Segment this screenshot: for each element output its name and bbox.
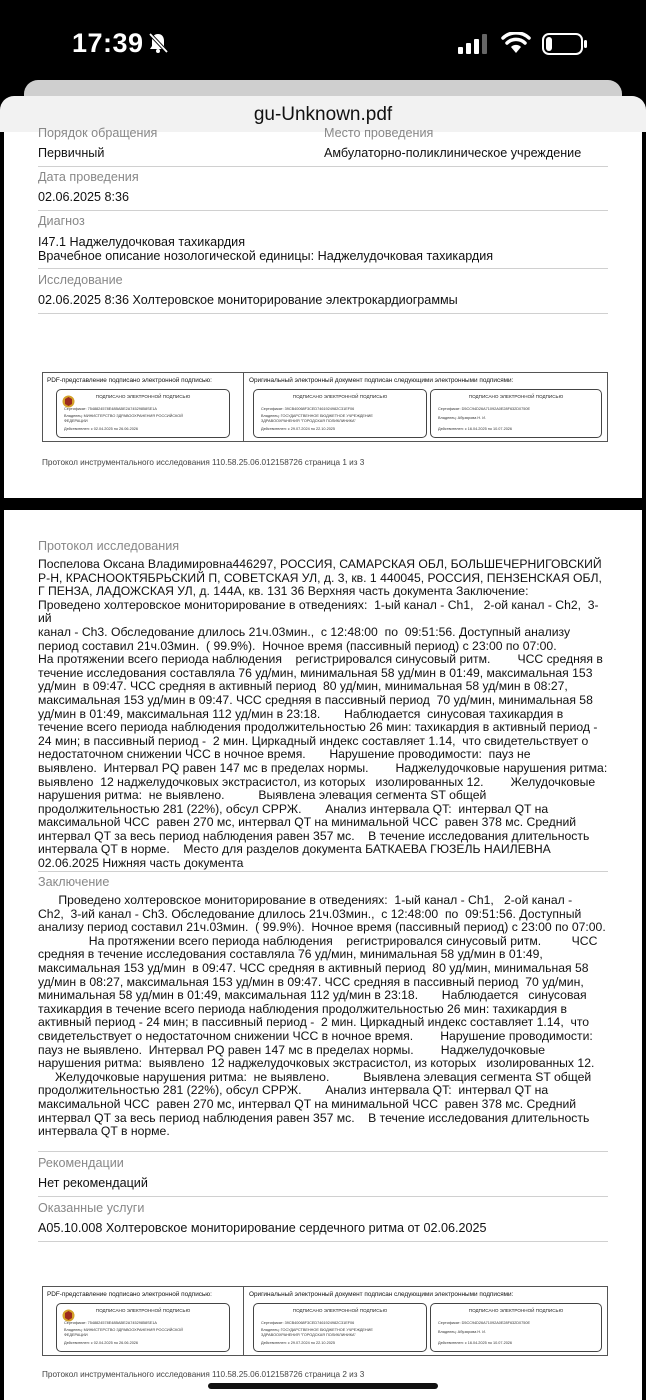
- divider: [38, 313, 608, 314]
- document-title: gu-Unknown.pdf: [253, 104, 393, 125]
- study-value: 02.06.2025 8:36 Холтеровское мониторирование электрокардиограммы: [38, 293, 458, 307]
- visit-type-value: Первичный: [38, 146, 105, 160]
- stamp-owner: Владелец: ГОСУДАРСТВЕННОЕ БЮДЖЕТНОЕ УЧРЕЖДЕНИЕ: [261, 414, 373, 418]
- stamp-validity: Действителен: с 16.04.2025 по 10.07.2026: [438, 427, 513, 431]
- original-signatures-header: Оригинальный электронный документ подписан следующими электронными подписями:: [249, 1291, 514, 1298]
- signature-block: [42, 1286, 608, 1356]
- pdf-signature-section: [43, 373, 244, 441]
- diagnosis-description: Врачебное описание нозологической единицы: Наджелудочковая тахикардия: [38, 249, 494, 263]
- stamp-title: ПОДПИСАНО ЭЛЕКТРОННОЙ ПОДПИСЬЮ: [468, 1308, 564, 1313]
- stamp-certificate: Сертификат: 39CB40068F3CED7461924982C31EF06: [261, 1321, 355, 1325]
- services-value: A05.10.008 Холтеровское мониторирование сердечного ритма от 02.06.2025: [38, 1221, 487, 1235]
- page-footer: Протокол инструментального исследования 110.58.25.06.012158726 страница 2 из 3: [42, 1370, 365, 1379]
- place-value: Амбулаторно-поликлиническое учреждение: [324, 146, 582, 160]
- stamp-validity: Действителен: с 02.04.2025 по 26.06.2026: [64, 427, 139, 431]
- stamp-validity: Действителен: с 29.07.2024 по 22.10.2025: [261, 427, 336, 431]
- divider: [38, 166, 608, 167]
- stamp-owner: Владелец: МИНИСТЕРСТВО ЗДРАВООХРАНЕНИЯ РОССИЙСКОЙ: [64, 1328, 183, 1332]
- stamp-owner-cont: ФЕДЕРАЦИИ: [64, 419, 88, 423]
- stamp-title: ПОДПИСАНО ЭЛЕКТРОННОЙ ПОДПИСЬЮ: [292, 1308, 388, 1313]
- stamp-owner-cont: ЗДРАВООХРАНЕНИЯ "ГОРОДСКАЯ ПОЛИКЛИНИКА": [261, 1333, 356, 1337]
- stamp-validity: Действителен: с 16.04.2025 по 10.07.2026: [438, 1341, 513, 1345]
- original-signatures-header: Оригинальный электронный документ подписан следующими электронными подписями:: [249, 377, 514, 384]
- stamp-title: ПОДПИСАНО ЭЛЕКТРОННОЙ ПОДПИСЬЮ: [95, 394, 191, 399]
- pdf-signature-section: [43, 1287, 244, 1355]
- home-indicator[interactable]: [208, 1383, 438, 1389]
- stamp-validity: Действителен: с 29.07.2024 по 22.10.2025: [261, 1341, 336, 1345]
- divider: [38, 268, 608, 269]
- diagnosis-label: Диагноз: [38, 214, 85, 228]
- stamp-owner: Владелец: ГОСУДАРСТВЕННОЕ БЮДЖЕТНОЕ УЧРЕЖДЕНИЕ: [261, 1328, 373, 1332]
- status-bar: [0, 0, 646, 88]
- recommendations-label: Рекомендации: [38, 1156, 124, 1170]
- stamp-title: ПОДПИСАНО ЭЛЕКТРОННОЙ ПОДПИСЬЮ: [95, 1308, 191, 1313]
- stamp-certificate: Сертификат: 7548824578E48BABE2A74529858SE1A: [64, 1321, 157, 1325]
- study-label: Исследование: [38, 273, 123, 287]
- bell-slash-icon: [147, 32, 169, 54]
- services-label: Оказанные услуги: [38, 1201, 145, 1215]
- stamp-certificate: Сертификат: 7548824578E48BABE2A74529858SE1A: [64, 407, 157, 411]
- pdf-signature-header: PDF-представление подписано электронной подписью:: [47, 377, 212, 384]
- divider: [38, 1241, 608, 1242]
- visit-type-label: Порядок обращения: [38, 126, 158, 140]
- signature-stamp: [253, 1303, 427, 1352]
- stamp-owner: Владелец: МИНИСТЕРСТВО ЗДРАВООХРАНЕНИЯ РОССИЙСКОЙ: [64, 414, 183, 418]
- signature-stamp: [56, 389, 230, 438]
- battery-icon: [542, 33, 588, 55]
- stamp-certificate: Сертификат: D5CC94D26A71092A0E28F632D0750E: [438, 407, 531, 411]
- pdf-page-2[interactable]: [4, 510, 642, 1400]
- stamp-owner-cont: ЗДРАВООХРАНЕНИЯ "ГОРОДСКАЯ ПОЛИКЛИНИКА": [261, 419, 356, 423]
- conclusion-label: Заключение: [38, 875, 110, 889]
- protocol-text: Поспелова Оксана Владимировна446297, РОССИЯ, САМАРСКАЯ ОБЛ, БОЛЬШЕЧЕРНИГОВСКИЙ Р-Н, КРАСНООКТЯБРЬСКИЙ П, СОВЕТСКАЯ УЛ, д. 3, кв. 1 440045, РОССИЯ, ПЕНЗЕНСКАЯ ОБЛ, Г ПЕНЗА, ЛАДОЖСКАЯ УЛ, д. 144А, кв. 131 36 Верхняя часть документа Заключение: Проведено холтеровское мониторирование в отведениях: 1-ый канал - Ch1, 2-ой канал - Ch2, 3-ий канал - Ch3. Обследование длилось 21ч.03мин., с 12:48:00 по 09:51:56. Доступный анализу период составил 21ч.03мин. ( 99.9%). Ночное время (пассивный период) с 23:00 по 07:00. На протяжении всего периода наблюдения регистрировался синусовый ритм. ЧСС средняя в течение исследования составляла 76 уд/мин, минимальная 58 уд/мин в 01:49, максимальная 153 уд/мин в 09:47. ЧСС средняя в активный период 80 уд/мин, минимальная 58 уд/мин в 08:27, максимальная 153 уд/мин в 09:47. ЧСС средняя в пассивный период 70 уд/мин, минимальная 58 уд/мин в 01:49, максимальная 112 уд/мин в 23:18. Наблюдается синусовая тахикардия в течение всего периода наблюдения продолжительностью 26 мин: тахикардия в активный период - 24 мин; в пассивный период - 2 мин. Циркадный индекс составляет 1.14, что свидетельствует о недостаточном снижении ЧСС в ночное время. Нарушение проводимости: пауз не выявлено. Интервал PQ равен 147 мс в пределах нормы. Наджелудочковые нарушения ритма: выявлено 12 наджелудочковых экстрасистол, из которых изолированных 12. Желудочковые нарушения ритма: не выявлено. Выявлена элевация сегмента ST общей продолжительностью 281 (22%), обсул СРРЖ. Анализ интервала QT: интервал QT на максимальной ЧСС равен 270 мс, интервал QT на минимальной ЧСС равен 378 мс. Средний интервал QT за весь период наблюдения равен 357 мс. В течение исследования длительность интервала QT в норме. Место для разделов документа БАТКАЕВА ГЮЗЕЛЬ НАИЛЕВНА 02.06.2025 Нижняя часть документа: [38, 557, 608, 871]
- stamp-certificate: Сертификат: 39CB40068F3CED7461924982C31EF06: [261, 407, 355, 411]
- wifi-icon: [501, 32, 531, 54]
- divider: [38, 210, 608, 211]
- signature-stamp: [430, 389, 602, 438]
- date-value: 02.06.2025 8:36: [38, 190, 130, 204]
- diagnosis-code: I47.1 Наджелудочковая тахикардия: [38, 235, 246, 249]
- signature-block: [42, 372, 608, 442]
- pdf-signature-header: PDF-представление подписано электронной подписью:: [47, 1291, 212, 1298]
- divider: [38, 1151, 608, 1152]
- pdf-page-1[interactable]: [4, 126, 642, 498]
- signature-stamp: [253, 389, 427, 438]
- stamp-owner: Владелец: Абузярова Н. И.: [438, 1330, 486, 1334]
- divider: [38, 871, 608, 872]
- stamp-title: ПОДПИСАНО ЭЛЕКТРОННОЙ ПОДПИСЬЮ: [292, 394, 388, 399]
- place-label: Место проведения: [324, 126, 434, 140]
- cellular-signal-icon: [458, 34, 492, 54]
- recommendations-value: Нет рекомендаций: [38, 1176, 148, 1190]
- divider: [38, 1196, 608, 1197]
- stamp-title: ПОДПИСАНО ЭЛЕКТРОННОЙ ПОДПИСЬЮ: [468, 394, 564, 399]
- stamp-certificate: Сертификат: D5CC94D26A71092A0E28F632D0750E: [438, 1321, 531, 1325]
- stamp-owner: Владелец: Абузярова Н. И.: [438, 416, 486, 420]
- status-time: 17:39: [72, 28, 144, 58]
- stamp-validity: Действителен: с 02.04.2025 по 26.06.2026: [64, 1341, 139, 1345]
- signature-stamp: [56, 1303, 230, 1352]
- stamp-owner-cont: ФЕДЕРАЦИИ: [64, 1333, 88, 1337]
- date-label: Дата проведения: [38, 170, 139, 184]
- signature-stamp: [430, 1303, 602, 1352]
- page-footer: Протокол инструментального исследования 110.58.25.06.012158726 страница 1 из 3: [42, 458, 365, 467]
- protocol-label: Протокол исследования: [38, 539, 180, 553]
- conclusion-text: Проведено холтеровское мониторирование в отведениях: 1-ый канал - Ch1, 2-ой канал - Ch2, 3-ий канал - Ch3. Обследование длилось 21ч.03мин., с 12:48:00 по 09:51:56. Доступный анализу период составил 21ч.03мин. ( 99.9%). Ночное время (пассивный период) с 23:00 по 07:00. На протяжении всего периода наблюдения регистрировался синусовый ритм. ЧСС средняя в течение исследования составляла 76 уд/мин, минимальная 58 уд/мин в 01:49, максимальная 153 уд/мин в 09:47. ЧСС средняя в активный период 80 уд/мин, минимальная 58 уд/мин в 08:27, максимальная 153 уд/мин в 09:47. ЧСС средняя в пассивный период 70 уд/мин, минимальная 58 уд/мин в 01:49, максимальная 112 уд/мин в 23:18. Наблюдается синусовая тахикардия в течение всего периода наблюдения продолжительностью 26 мин: тахикардия в активный период - 24 мин; в пассивный период - 2 мин. Циркадный индекс составляет 1.14, что свидетельствует о недостаточном снижении ЧСС в ночное время. Нарушение проводимости: пауз не выявлено. Интервал PQ равен 147 мс в пределах нормы. Наджелудочковые нарушения ритма: выявлено 12 наджелудочковых экстрасистол, из которых изолированных 12. Желудочковые нарушения ритма: не выявлено. Выявлена элевация сегмента ST общей продолжительностью 281 (22%), обсул СРРЖ. Анализ интервала QT: интервал QT на максимальной ЧСС равен 270 мс, интервал QT на минимальной ЧСС равен 378 мс. Средний интервал QT за весь период наблюдения равен 357 мс. В течение исследования длительность интервала QT в норме.: [38, 893, 606, 1139]
